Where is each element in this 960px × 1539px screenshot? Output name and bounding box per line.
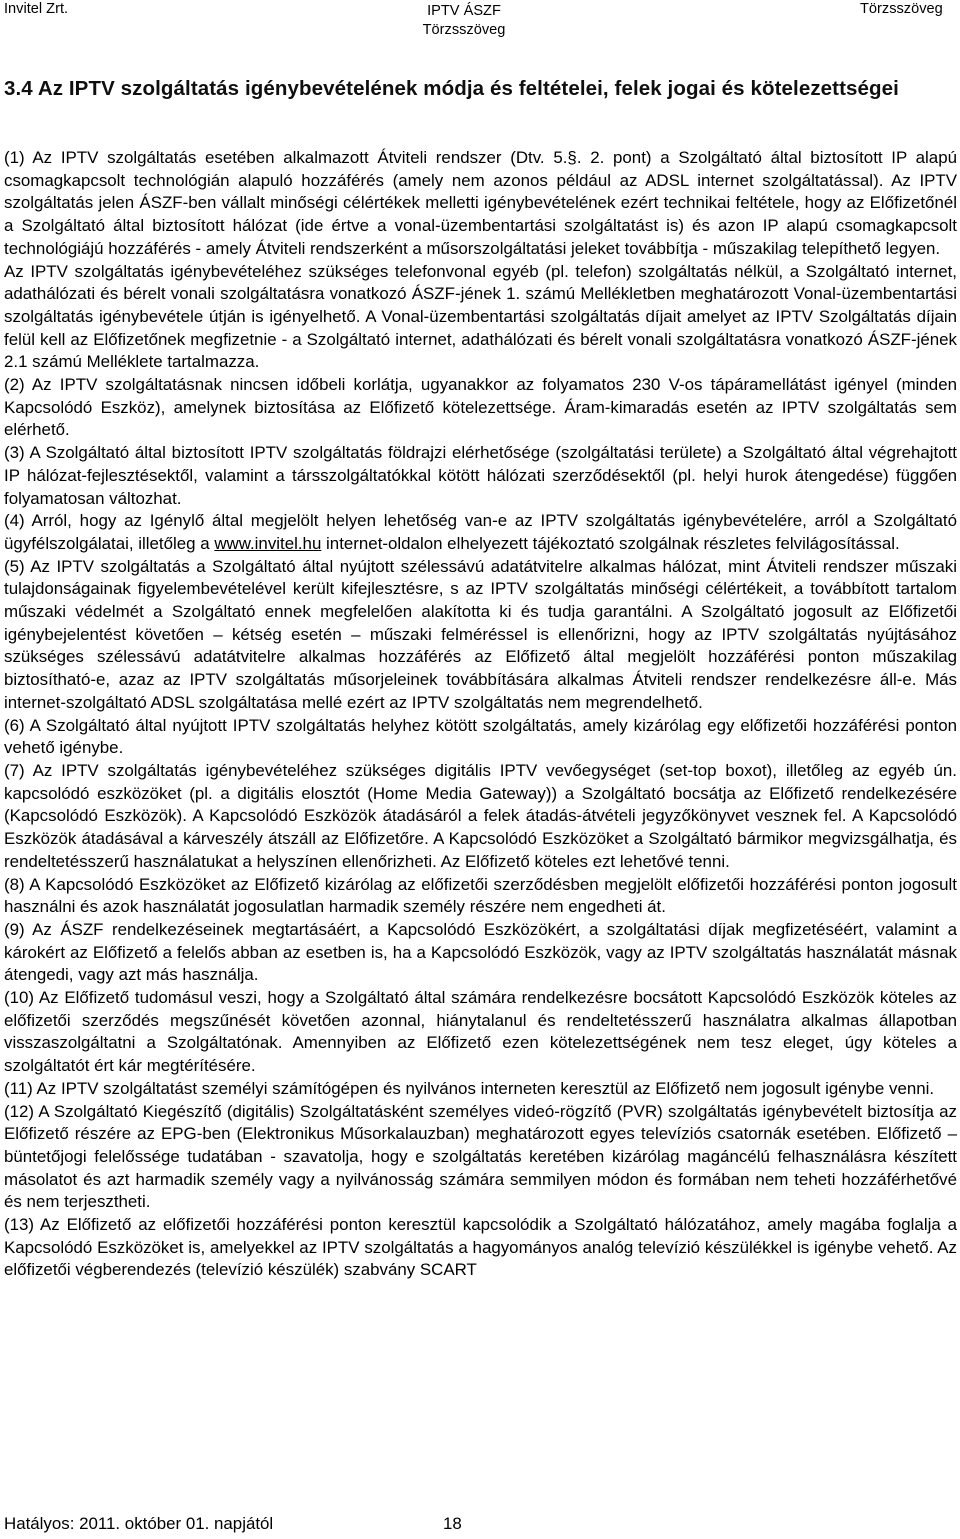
header-document-name: IPTV ÁSZF [427,3,501,19]
header-document-title [354,2,574,40]
page-header [0,0,960,44]
section-title: 3.4 Az IPTV szolgáltatás igénybevételének módja és feltételei, felek jogai és kötelezettségei [4,77,899,100]
header-part-label: Törzsszöveg [860,1,943,17]
page-number: 18 [443,1514,462,1533]
paragraph-4-text-before: (4) Arról, hogy az Igénylő által megjelölt helyen lehetőség van-e az IPTV szolgáltatás igénybevételére, arról a Szolgáltató ügyfélszolgálatai, illetőleg a [4,511,957,553]
paragraph-1-continued: Az IPTV szolgáltatás igénybevételéhez szükséges telefonvonal egyéb (pl. telefon) szolgáltatás nélkül, a Szolgáltató internet, adathálózati és bérelt vonali szolgáltatásra vonatkozó ÁSZF-jének 1. számú Mellékletben meghatározott Vonal-üzembentartási szolgáltatás igénybevétele útján is igényelhető. A Vonal-üzembentartási szolgáltatás díjait amelyet az IPTV Szolgáltatás díjain felül kell az Előfizetőnek megfizetnie - a Szolgáltató internet, adathálózati és bérelt vonali szolgáltatásra vonatkozó ÁSZF-jének 2.1 számú Melléklete tartalmazza. [4,261,957,372]
header-document-part: Törzsszöveg [422,22,506,38]
paragraph-3: (3) A Szolgáltató által biztosított IPTV szolgáltatás földrajzi elérhetősége (szolgáltatási területe) a Szolgáltató által végrehajtott IP hálózat-fejlesztésektől, valamint a társszolgáltatókkal kötött hálózati szerződésektől (pl. helyi hurok átengedése) függően folyamatosan változhat. [4,443,957,508]
paragraph-5: (5) Az IPTV szolgáltatás a Szolgáltató által nyújtott szélessávú adatátvitelre alkalmas hálózat, mint Átviteli rendszer műszaki tulajdonságainak figyelembevételével került kifejlesztésre, s az IPTV szolgáltatás minőségi célértékeit, a továbbított tartalom műszaki védelmét a Szolgáltató ennek megfelelően alakította ki és tudja garantálni. A Szolgáltató jogosult az Előfizetői igénybejelentést követően – kétség esetén – műszaki felméréssel is ellenőrizni, hogy az IPTV szolgáltatás nyújtásához szükséges szélessávú adatátvitelre alkalmas hozzáférés az Előfizető által megjelölt hozzáférési ponton műszakilag biztosítható-e, azaz az IPTV szolgáltatás műsorjeleinek továbbítására alkalmas Átviteli rendszer rendelkezésre áll-e. Más internet-szolgáltató ADSL szolgáltatása mellé ezért az IPTV szolgáltatás nem megrendelhető. [4,556,957,712]
paragraph-6: (6) A Szolgáltató által nyújtott IPTV szolgáltatás helyhez kötött szolgáltatás, amely kizárólag egy előfizetői hozzáférési ponton vehető igénybe. [4,715,957,758]
paragraph-1: (1) Az IPTV szolgáltatás esetében alkalmazott Átviteli rendszer (Dtv. 5.§. 2. pont) a Szolgáltató által biztosított IP alapú csomagkapcsolt technológián alapuló hozzáférés (amely nem azonos például az ADSL internet szolgáltatással). Az IPTV szolgáltatás jelen ÁSZF-ben vállalt minőségi célértékek melletti igénybevételének ezért technikai feltétele, hogy az Előfizetőnél a Szolgáltató által biztosított hálózat (ide értve a vonal-üzembentartási szolgáltatást is) és azon IP alapú csomagkapcsolt technológiájú hozzáférés - amely Átviteli rendszerként a műsorszolgáltatási jeleket továbbítja - műszakilag telepíthető legyen. [4,148,957,258]
paragraph-11: (11) Az IPTV szolgáltatást személyi számítógépen és nyilvános interneten keresztül az Előfizető nem jogosult igénybe venni. [4,1078,935,1098]
paragraph-12: (12) A Szolgáltató Kiegészítő (digitális) Szolgáltatásként személyes videó-rögzítő (PVR) szolgáltatás igénybevételt biztosítja az Előfizető részére az EPG-ben (Elektronikus Műsorkalauzban) meghatározott egyes televíziós csatornák esetében. Előfizető – büntetőjogi felelőssége tudatában - szavatolja, hogy e szolgáltatás keretében kizárólag magáncélú felhasználásra készített másolatot és azt harmadik személy vagy a nyilvánosság számára semmilyen módon és formában nem teheti hozzáférhetővé és nem terjesztheti. [4,1101,957,1212]
paragraph-7: (7) Az IPTV szolgáltatás igénybevételéhez szükséges digitális IPTV vevőegységet (set-top boxot), illetőleg az egyéb ún. kapcsolódó eszközöket (pl. a digitális elosztót (Home Media Gateway)) a Szolgáltató bocsátja az Előfizető rendelkezésére (Kapcsolódó Eszközök). A Kapcsolódó Eszközök átadásáról a felek átadás-átvételi jegyzőkönyvet vesznek fel. A Kapcsolódó Eszközök átadásával a kárveszély átszáll az Előfizetőre. A Kapcsolódó Eszközöket a Szolgáltató bármikor megvizsgálhatja, és rendeltetésszerű használatukat a helyszínen ellenőrizheti. Az Előfizető köteles ezt lehetővé tenni. [4,760,957,871]
paragraph-9: (9) Az ÁSZF rendelkezéseinek megtartásáért, a Kapcsolódó Eszközökért, a szolgáltatási díjak megfizetéséért, valamint a károkért az Előfizető a felelős abban az esetben is, ha a Kapcsolódó Eszközök, vagy az IPTV szolgáltatás használatát másnak átengedi, vagy azt más használja. [4,919,957,985]
paragraph-13: (13) Az Előfizető az előfizetői hozzáférési ponton keresztül kapcsolódik a Szolgáltató hálózatához, amely magába foglalja a Kapcsolódó Eszközöket is, amelyekkel az IPTV szolgáltatás a hagyományos analóg televízió készülékkel is igénybe vehető. Az előfizetői végberendezés (televízió készülék) szabvány SCART [4,1215,957,1280]
paragraph-2: (2) Az IPTV szolgáltatásnak nincsen időbeli korlátja, ugyanakkor az folyamatos 230 V-os tápáramellátást igényel (minden Kapcsolódó Eszköz), amelynek biztosítása az Előfizető kötelezettsége. Áram-kimaradás esetén az IPTV szolgáltatás sem elérhető. [4,375,957,440]
paragraph-4-text-after: internet-oldalon elhelyezett tájékoztató szolgálnak részletes felvilágosítással. [321,533,900,553]
paragraph-4 [4,510,957,555]
document-body [4,147,957,1282]
invitel-website-link[interactable]: www.invitel.hu [214,533,322,553]
paragraph-10: (10) Az Előfizető tudomásul veszi, hogy a Szolgáltató által számára rendelkezésre bocsátott Kapcsolódó Eszközök köteles az előfizetői szerződés megszűnését követően azonnal, hiánytalanul és rendeltetésszerű használatra alkalmas állapotban visszaszolgáltatni a Szolgáltatónak. Amennyiben az Előfizető ezen kötelezettségének nem tesz eleget, úgy köteles a szolgáltatót ért kár megtérítésére. [4,988,957,1076]
paragraph-8: (8) A Kapcsolódó Eszközöket az Előfizető kizárólag az előfizetői szerződésben megjelölt előfizetői hozzáférési ponton jogosult használni és azok használatát jogosulatlan harmadik személy részére nem engedheti át. [4,874,957,917]
header-company: Invitel Zrt. [4,1,69,17]
footer-effective-date: Hatályos: 2011. október 01. napjától [4,1514,274,1533]
